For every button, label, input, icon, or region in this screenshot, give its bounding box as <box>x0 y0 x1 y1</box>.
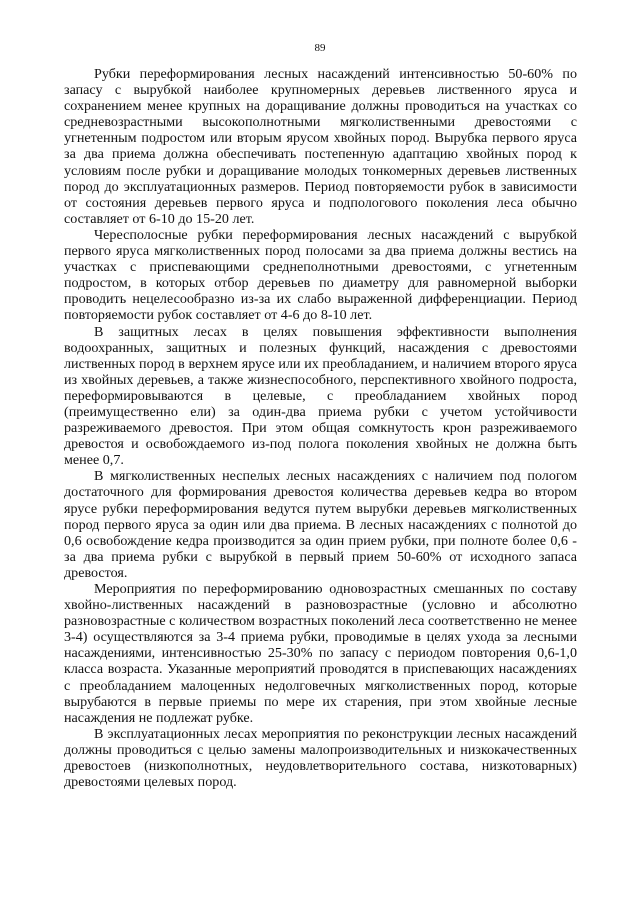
paragraph: Рубки переформирования лесных насаждений интенсивностью 50-60% по запасу с вырубкой наиболее крупномерных деревьев лиственного яруса и сохранением менее крупных на доращивание должны проводиться на участках со средневозрастными высокополнотными мягколиственными древостоями с угнетенным подростом или вторым ярусом хвойных пород. Вырубка первого яруса за два приема должна обеспечивать постепенную адаптацию хвойных пород к условиям после рубки и доращивание молодых тонкомерных деревьев лиственных пород до эксплуатационных размеров. Период повторяемости рубок в зависимости от состояния деревьев первого яруса и подпологового поколения леса обычно составляет от 6-10 до 15-20 лет. <box>64 66 577 227</box>
paragraph: В эксплуатационных лесах мероприятия по реконструкции лесных насаждений должны проводиться с целью замены малопроизводительных и низкокачественных древостоев (низкополнотных, неудовлетворительного состава, низкотоварных) древостоями целевых пород. <box>64 725 577 791</box>
paragraph: В защитных лесах в целях повышения эффективности выполнения водоохранных, защитных и полезных функций, насаждения с древостоями лиственных пород в верхнем ярусе или их преобладанием, и наличием второго яруса из хвойных деревьев, а также жизнеспособного, перспективного хвойного подроста, переформировываются в целевые, с преобладанием хвойных пород (преимущественно ели) за один-два приема рубки с учетом устойчивости разреживаемого древостоя. При этом общая сомкнутость крон разреживаемого древостоя и освобождаемого из-под полога поколения хвойных не должна быть менее 0,7. <box>64 323 577 469</box>
body-text <box>64 66 577 790</box>
page-number: 89 <box>314 42 326 54</box>
paragraph: В мягколиственных неспелых лесных насаждениях с наличием под пологом достаточного для формирования древостоя количества деревьев кедра во втором ярусе рубки переформирования ведутся путем вырубки деревьев мягколиственных пород первого яруса за один или два приема. В лесных насаждениях с полнотой до 0,6 освобождение кедра производится за один прием рубки, при полноте более 0,6 - за два приема рубки с вырубкой в первый прием 50-60% от исходного запаса древостоя. <box>64 468 577 581</box>
paragraph: Чересполосные рубки переформирования лесных насаждений с вырубкой первого яруса мягколиственных пород полосами за два приема должны вестись на участках с приспевающими среднеполнотными древостоями, с угнетенным подростом, в которых отбор деревьев по диаметру для равномерной выборки проводить нецелесообразно из-за их слабо выраженной дифференциации. Период повторяемости рубок составляет от 4-6 до 8-10 лет. <box>64 226 577 324</box>
paragraph: Мероприятия по переформированию одновозрастных смешанных по составу хвойно-лиственных насаждений в разновозрастные (условно и абсолютно разновозрастные с количеством возрастных поколений леса соответственно не менее 3-4) осуществляются за 3-4 приема рубки, проводимые в целях ухода за лесными насаждениями, интенсивностью 25-30% по запасу с периодом повторения 0,6-1,0 класса возраста. Указанные мероприятий проводятся в приспевающих насаждениях с преобладанием малоценных недолговечных мягколиственных пород, которые вырубаются в первые приемы по мере их старения, при этом хвойные лесные насаждения не подлежат рубке. <box>64 581 577 726</box>
